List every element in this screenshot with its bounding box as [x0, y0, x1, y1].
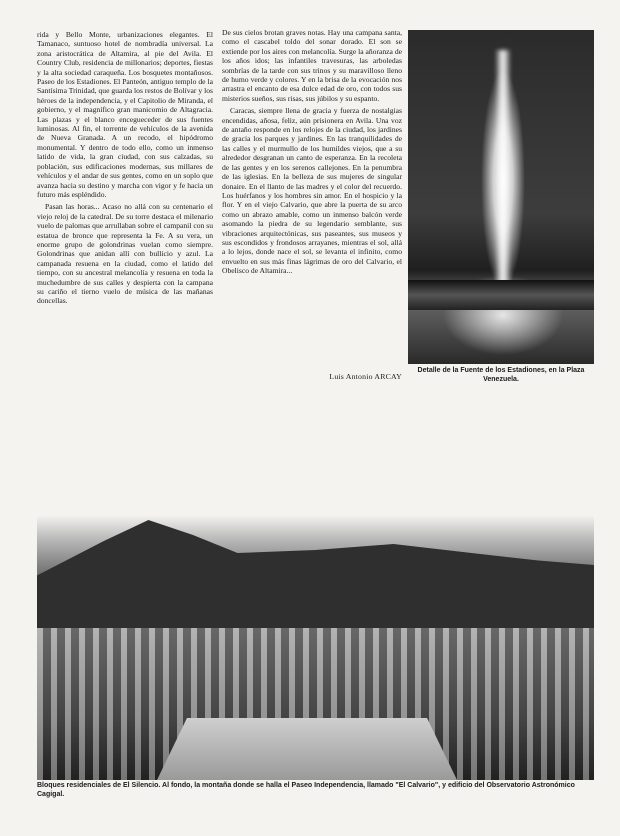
article-paragraph: Caracas, siempre llena de gracia y fuerza de nostalgias encendidas, añosa, feliz, aún prisionera en Avila. Una voz de antaño responde en los relojes de la ciudad, los jardines de gracia los parques y jardines. En las tranquilidades de las calles y el murmullo de los humildes viejos, que a su alrededor desgranan un canto de esperanza. En la recoleta de las gentes y en los serenos callejones. En la penumbra de las iglesias. En la belleza de sus mujeres de singular donaire. En el llanto de las madres y el color del recuerdo. Los huérfanos y los hombres sin amor. En el hospicio y la flor. Y en el viejo Calvario, que abre la puerta de su arco como un abrazo amable, como un inmenso balcón verde asomando la piedra de su legendario semblante, sus vibraciones arquitectónicas, sus paseantes, sus museos y sus escondidos y frondosos arrayanes, mientras el sol, allá a lo lejos, donde nace el sol, se levanta el infinito, como envuelto en sus más finas lágrimas de oro del Calvario, el Obelisco de Altamira...: [222, 106, 402, 276]
city-panorama-photo: [37, 498, 594, 780]
article-column-2: [222, 28, 402, 373]
city-photo-caption: Bloques residenciales de El Silencio. Al fondo, la montaña donde se halla el Paseo Independencia, llamado "El Calvario", y edificio del Observatorio Astronómico Cagigal.: [37, 782, 575, 798]
fountain-photo: [408, 30, 594, 364]
fountain-jet: [496, 50, 510, 290]
article-paragraph: De sus cielos brotan graves notas. Hay una campana santa, como el cascabel toldo del sonar dorado. El son se extiende por los aires con melancolía. Surge la añoranza de los años idos; las infantiles travesuras, las arboledas sombrías de la tarde con sus trinos y su maravilloso lleno de humo verde y colores. Y en la brisa de la evocación nos arrastra el encanto de esa dulce edad de oro, con todos sus misterios sueños, sus risas, sus júbilos y su espanto.: [222, 28, 402, 103]
author-signature: Luis Antonio ARCAY: [329, 372, 402, 381]
fountain-basin: [408, 280, 594, 310]
fountain-photo-caption: Detalle de la Fuente de los Estadiones, en la Plaza Venezuela.: [417, 367, 585, 383]
article-paragraph: rida y Bello Monte, urbanizaciones elegantes. El Tamanaco, suntuoso hotel de nombradía universal. La zona aristocrática de Altamira, al pie del Avila. El Country Club, residencia de millonarios; deportes, fiestas y la alta sociedad caraqueña. Los bosquetes montañosos. Paseo de los Estadiones. El Panteón, antiguo templo de la Santísima Trinidad, que guarda los restos de Bolívar y los héroes de la independencia, y el Capitolio de Miranda, el gobierno, y el magnífico gran manicomio de Altagracia. Las plazas y el blanco encegueceder de sus fuentes luminosas. Al fin, el torrente de vehículos de la avenida de Nueva Granada. A un recodo, el hipódromo monumental. Y dentro de todo ello, como un inmenso latido de vida, la gran ciudad, con sus calzadas, su población, sus edificaciones modernas, sus millares de vehículos y el andar de sus gentes, como en un soplo que avanza hacia su destino y marcha con vigor y fe hacia un futuro más espléndido.: [37, 30, 213, 199]
article-paragraph: Pasan las horas... Acaso no allá con su centenario el viejo reloj de la catedral. De su torre destaca el milenario vuelo de palomas que arrullaban sobre el campanil con su estatua de bronce que representa la Fe. A su vera, un enorme grupo de golondrinas vuelan como siempre. Golondrinas que anidan allí con bullicio y azul. La campanada resuena en la ciudad, como el latido del tiempo, con su ancestral melancolía y resuena en toda la muchedumbre de sus calles y despierta con la campana su cariño el tierno vuelo de música de las mañanas doncellas.: [37, 202, 213, 306]
article-column-1: [37, 30, 213, 418]
plaza-area: [157, 718, 457, 780]
